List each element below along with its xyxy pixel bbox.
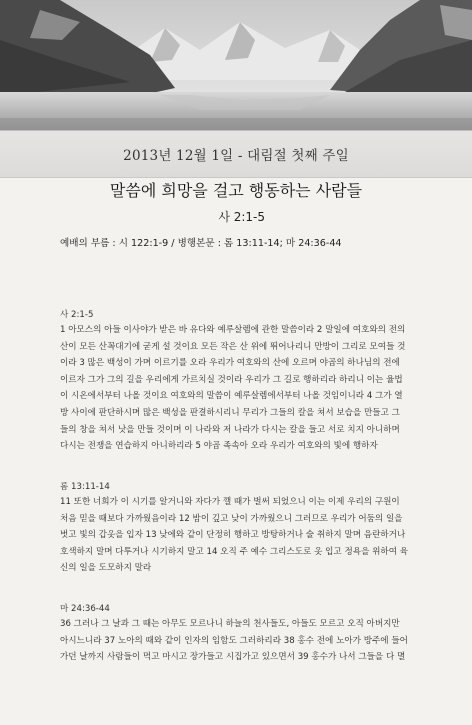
passage-line: 1 아모스의 아들 이사야가 받은 바 유다와 예루살렘에 관한 말씀이라 2 말일에 여호와의 전의 (60, 325, 406, 335)
passage-line: 호색하지 말며 다투거나 시기하지 말고 14 오직 주 예수 그리스도로 옷 입고 정욕을 위하여 육 (60, 546, 409, 557)
passage-line: 다시는 전쟁을 연습하지 아니하리라 5 야곱 족속아 오라 우리가 여호와의 빛에 행하자 (60, 441, 378, 452)
banner-text: 2013년 12월 1일 - 대림절 첫째 주일 (123, 148, 349, 164)
passage-line: 처음 믿을 때보다 가까웠음이라 12 밤이 깊고 낮이 가까웠으니 그러므로 우리가 어둠의 일을 (60, 513, 403, 524)
passage-reference: 사 2:1-5 (60, 310, 94, 320)
passage-line: 36 그러나 그 날과 그 때는 아무도 모르나니 하늘의 천사들도, 아들도 모르고 오직 아버지만 (60, 619, 400, 629)
passage-line: 신의 일을 도모하지 말라 (60, 563, 152, 574)
passage-line: 가던 날까지 사람들이 먹고 마시고 장가들고 시집가고 있으면서 39 홍수가 나서 그들을 다 멸 (60, 652, 406, 663)
sermon-title: 말씀에 희망을 걸고 행동하는 사람들 (109, 181, 363, 200)
passage-reference: 마 24:36-44 (60, 604, 110, 614)
passage-matthew (60, 602, 428, 666)
passage-isaiah (60, 308, 428, 455)
passage-line: 들의 창을 쳐서 낫을 만들 것이며 이 나라와 저 나라가 다시는 칼을 들고 서로 치지 아니하며 (60, 424, 400, 435)
passage-line: 산이 모든 산꼭대기에 굳게 설 것이요 모든 작은 산 위에 뛰어나리니 만방이 그리로 모여들 것 (60, 341, 406, 352)
passage-line: 이르자 그가 그의 길을 우리에게 가르치실 것이라 우리가 그 길로 행하리라 하리니 이는 율법 (60, 374, 403, 385)
passage-line: 아시느니라 37 노아의 때와 같이 인자의 임함도 그러하리라 38 홍수 전에 노아가 방주에 들어 (60, 635, 408, 646)
passage-line: 이라 3 많은 백성이 가며 이르기를 오라 우리가 여호와의 산에 오르며 야곱의 하나님의 전에 (60, 358, 400, 369)
passage-reference: 롬 13:11-14 (60, 482, 110, 492)
readings-line: 예배의 부름 : 시 122:1-9 / 병행본문 : 롬 13:11-14; 마 24:36-44 (60, 238, 342, 249)
passage-line: 벗고 빛의 갑옷을 입자 13 낮에와 같이 단정히 행하고 방탕하거나 술 취하지 말며 음란하거나 (60, 530, 406, 541)
passage-line: 이 시온에서부터 나올 것이요 여호와의 말씀이 예루살렘에서부터 나올 것임이니라 4 그가 열 (60, 391, 403, 402)
passage-romans (60, 480, 428, 577)
passage-line: 방 사이에 판단하시며 많은 백성을 판결하시리니 무리가 그들의 칼을 쳐서 보습을 만들고 그 (60, 407, 400, 418)
mountain-lake-photo (0, 0, 472, 130)
passage-line: 11 또한 너희가 이 시기를 알거니와 자다가 깰 때가 벌써 되었으니 이는 이제 우리의 구원이 (60, 497, 400, 507)
date-banner (0, 130, 472, 178)
scripture-reference: 사 2:1-5 (218, 210, 265, 224)
